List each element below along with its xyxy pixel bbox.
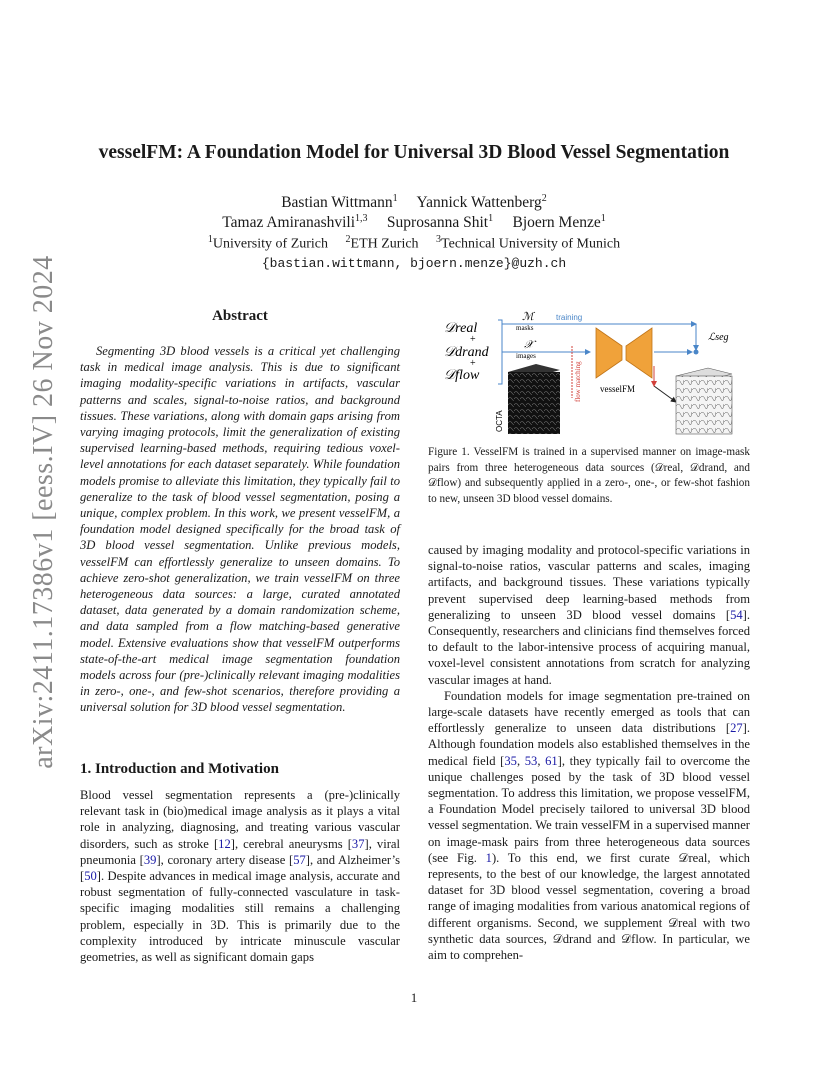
inference-arrow-left xyxy=(654,386,676,402)
vesselfm-label: vesselFM xyxy=(600,384,636,394)
plus-1: + xyxy=(470,334,476,345)
affil-sup: 1 xyxy=(207,234,213,245)
octa-label: OCTA xyxy=(495,410,504,432)
paragraph-text: Blood vessel segmentation represents a (pre-)clinically relevant task in (bio)medical image analysis as it plays a vital role in analyzing, diagnosing, and treating various vascular disorders, such as stroke [ xyxy=(80,788,400,851)
vesselfm-model-shape xyxy=(596,328,622,378)
citation-link[interactable]: 35 xyxy=(504,753,517,768)
citation-link[interactable]: 27 xyxy=(730,721,743,736)
citation-link[interactable]: 61 xyxy=(545,753,558,768)
output-cube xyxy=(676,376,732,434)
section-heading: 1. Introduction and Motivation xyxy=(80,761,279,777)
loss-node xyxy=(694,350,699,355)
citation-link[interactable]: 54 xyxy=(730,607,743,622)
figure-1-caption: Figure 1. VesselFM is trained in a supervised manner on image-mask pairs from three heterogeneous data sources (𝒟real, 𝒟drand, and 𝒟flow) and subsequently applied in a zero-, one-, or few-shot fashion to new, unseen 3D blood vessel domains. xyxy=(428,446,750,505)
citation-link[interactable]: 1 xyxy=(485,850,492,865)
author-name: Suprosanna Shit xyxy=(386,214,489,232)
figure-1 xyxy=(436,306,748,438)
intro-paragraph-1 xyxy=(80,787,400,965)
citation-link[interactable]: 53 xyxy=(524,753,538,768)
citation-link[interactable]: 12 xyxy=(218,836,231,851)
citation-link[interactable]: 39 xyxy=(143,852,157,867)
page-number: 1 xyxy=(410,990,418,1005)
author-name: Bjoern Menze xyxy=(512,214,601,232)
intro-column-left xyxy=(80,787,400,965)
paragraph-text: ], cerebral aneurysms [ xyxy=(230,836,352,851)
paragraph-text: ). To this end, we first curate 𝒟real, which represents, to the best of our knowledge, the largest annotated dataset for 3D blood vessel segmentation, covering a broad range of imaging modalities from various anatomical regions of different organisms. Second, we supplement 𝒟real with two synthetic data sources, 𝒟drand and 𝒟flow. In particular, we aim to comprehen- xyxy=(428,850,750,963)
intro-column-right xyxy=(428,542,750,963)
vesselfm-model-shape-right xyxy=(626,328,652,378)
paragraph-text: ], they typically fail to overcome the unique challenges posed by the task of 3D blood vessel segmentation. To address this limitation, we propose vesselFM, a Foundation Model precisely tailored to universal 3D blood vessel segmentation. We train vesselFM in a supervised manner on image-mask pairs from three heterogeneous data sources (see Fig. xyxy=(428,753,751,865)
abstract-text: Segmenting 3D blood vessels is a critical yet challenging task in medical image analysis. This is due to significant imaging modality-specific variations in artifacts, vascular patterns and scales, signal-to-noise ratios, and background tissues. These variations, along with domain gaps arising from varying imaging protocols, limit the generalization of existing supervised learning-based methods, requiring tedious voxel-level annotations for each dataset separately. While foundation models promise to alleviate this limitation, they typically fail to generalize to the task of blood vessel segmentation, posing a unique, complex problem. In this work, we present vesselFM, a foundation model designed specifically for the broad task of 3D blood vessel segmentation. Unlike previous models, vesselFM can effortlessly generalize to unseen domains. To achieve zero-shot generalization, we train vesselFM on three heterogeneous data sources: a large, curated annotated dataset, data generated by a domain randomization scheme, and data sampled from a flow matching-based generative model. Extensive evaluations show that vesselFM outperforms state-of-the-art medical image segmentation foundation models across four (pre-)clinically relevant imaging modalities in zero-, one-, and few-shot scenarios, therefore providing a universal solution for 3D blood vessel segmentation. xyxy=(80,344,400,715)
images-label: images xyxy=(516,352,536,360)
input-cube xyxy=(508,372,560,434)
affiliations xyxy=(60,234,768,253)
affil-sup: 3 xyxy=(436,234,442,245)
author-sup: 2 xyxy=(541,193,547,204)
citation-link[interactable]: 50 xyxy=(84,869,97,884)
paragraph-text: ], viral pneumonia [ xyxy=(80,836,400,867)
citation-link[interactable]: 37 xyxy=(351,836,365,851)
flow-matching-label: flow matching xyxy=(574,361,582,402)
author-sup: 1,3 xyxy=(355,213,368,224)
d-flow-label: 𝒟flow xyxy=(444,368,480,383)
plus-2: + xyxy=(470,358,476,369)
figure-1-diagram xyxy=(436,306,748,438)
d-real-label: 𝒟real xyxy=(444,321,478,336)
author-sup: 1 xyxy=(488,213,494,224)
author-sup: 1 xyxy=(392,193,398,204)
author-email: {bastian.wittmann, bjoern.menze}@uzh.ch xyxy=(261,256,567,271)
abstract-heading: Abstract xyxy=(212,308,268,324)
affiliation: Technical University of Munich xyxy=(441,236,621,252)
m-label: ℳ xyxy=(522,311,534,323)
masks-label: masks xyxy=(516,324,534,332)
loss-label: ℒseg xyxy=(708,332,729,343)
author-name: Bastian Wittmann xyxy=(281,194,393,212)
paragraph-text: , xyxy=(516,753,525,768)
training-label: training xyxy=(556,313,583,322)
paragraph-text: ], and Alzheimer’s [ xyxy=(80,852,400,884)
authors-line-1 xyxy=(60,193,768,212)
paragraph-text: ]. Despite advances in medical image analysis, accurate and robust segmentation of fully-connected vasculature in task-specific imaging modalities still remains a challenging problem, especially in 3D. This is primarily due to the complexity introduced by intricate minuscule vascular geometries, as well as significant domain gaps xyxy=(80,869,400,965)
intro-paragraph-3 xyxy=(428,688,750,963)
paper-title: vesselFM: A Foundation Model for Universal 3D Blood Vessel Segmentation xyxy=(98,142,730,163)
intro-paragraph-2 xyxy=(428,542,750,688)
author-name: Tamaz Amiranashvili xyxy=(222,214,356,232)
paragraph-text: ]. Consequently, researchers and clinicians find themselves forced to default to the labor-intensive process of acquiring manual, voxel-level consistent annotations from scratch for analyzing vascular images at hand. xyxy=(428,607,750,687)
citation-link[interactable]: 57 xyxy=(293,852,306,867)
arxiv-sidebar-stamp xyxy=(14,252,74,772)
author-sup: 1 xyxy=(600,213,606,224)
paragraph-text: ], coronary artery disease [ xyxy=(156,852,294,867)
authors-line-2 xyxy=(60,213,768,232)
paragraph-text: , xyxy=(537,753,546,768)
paragraph-text: caused by imaging modality and protocol-specific variations in signal-to-noise ratios, vascular patterns and scales, imaging artifacts, and background tissues. These variations typically prevent supervised deep learning-based methods from generalizing to unseen 3D blood vessel domains [ xyxy=(428,543,750,622)
paragraph-text: Foundation models for image segmentation pre-trained on large-scale datasets have recently emerged as tools that can effortlessly generalize to unseen data distributions [ xyxy=(428,688,750,736)
affil-sup: 2 xyxy=(345,234,351,245)
affiliation: ETH Zurich xyxy=(350,236,419,252)
affiliation: University of Zurich xyxy=(212,236,329,252)
arxiv-id: arXiv:2411.17386v1 [eess.IV] 26 Nov 2024 xyxy=(28,255,59,769)
source-bracket xyxy=(498,320,502,384)
abstract-body xyxy=(80,343,400,716)
paragraph-text: ]. Although foundation models also established themselves in the medical field [ xyxy=(428,721,750,768)
author-name: Yannick Wattenberg xyxy=(416,194,542,212)
x-label: 𝒳 xyxy=(524,339,534,351)
d-drand-label: 𝒟drand xyxy=(444,345,489,360)
